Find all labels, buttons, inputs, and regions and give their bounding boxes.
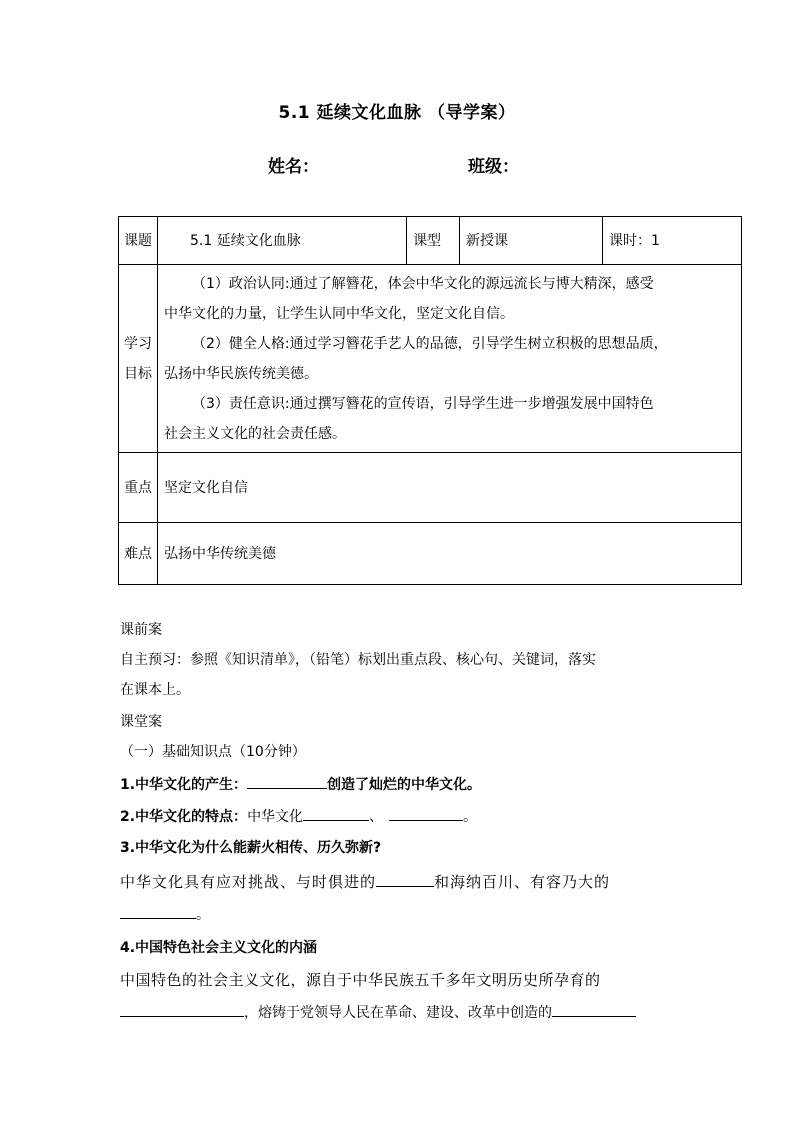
question-4-line-1: 中国特色的社会主义文化，源自于中华民族五千多年文明历史所孕育的 xyxy=(120,971,601,989)
question-2-sep: 、 xyxy=(369,809,384,825)
question-3-label: 3.中华文化为什么能薪火相传、历久弥新? xyxy=(120,840,382,856)
class-label: 班级： xyxy=(468,157,519,177)
goal-text: 通过了解簪花，体会中华文化的源远流长与博大精深，感受 xyxy=(289,275,654,292)
goals-content xyxy=(158,265,742,453)
type-label: 课型 xyxy=(407,217,460,265)
question-4-text: ，熔铸于党领导人民在革命、建设、改革中创造的 xyxy=(244,1005,552,1021)
key-point-value: 坚定文化自信 xyxy=(158,453,742,523)
question-3-line-1 xyxy=(120,872,720,892)
goals-label xyxy=(119,265,158,453)
question-2-text: 中华文化 xyxy=(247,809,304,825)
answer-blank[interactable] xyxy=(303,806,369,821)
table-row xyxy=(119,217,742,265)
period-value: 课时：1 xyxy=(603,217,742,265)
question-4-line-2 xyxy=(120,1002,720,1023)
table-row xyxy=(119,453,742,523)
answer-blank[interactable] xyxy=(389,806,463,821)
topic-value: 5.1 延续文化血脉 xyxy=(158,217,407,265)
answer-blank[interactable] xyxy=(376,872,434,887)
type-value: 新授课 xyxy=(460,217,603,265)
goal-3-line-2: 社会主义文化的社会责任感。 xyxy=(164,425,346,442)
goal-1-line-1 xyxy=(164,269,735,299)
answer-blank[interactable] xyxy=(120,904,196,919)
goal-2-line-1 xyxy=(164,329,735,359)
question-2-label: 2.中华文化的特点： xyxy=(120,809,248,825)
goals-label-line: 目标 xyxy=(124,365,152,382)
in-class-heading: 课堂案 xyxy=(120,714,162,730)
page-title: 5.1 延续文化血脉 （导学案） xyxy=(278,103,516,123)
answer-blank[interactable] xyxy=(247,774,327,789)
question-1-tail: 创造了灿烂的中华文化。 xyxy=(327,777,482,793)
goal-1-line-2: 中华文化的力量，让学生认同中华文化，坚定文化自信。 xyxy=(164,305,514,322)
difficult-point-value: 弘扬中华传统美德 xyxy=(158,523,742,585)
goal-head: （1）政治认同: xyxy=(192,275,290,292)
question-2 xyxy=(120,806,720,827)
goal-3-line-1 xyxy=(164,389,735,419)
table-row xyxy=(119,265,742,453)
topic-label: 课题 xyxy=(119,217,158,265)
question-3-text: 中华文化具有应对挑战、与时俱进的 xyxy=(120,873,377,891)
pre-class-line-1: 自主预习：参照《知识清单》，（铅笔）标划出重点段、核心句、关键词，落实 xyxy=(120,652,596,668)
pre-class-heading: 课前案 xyxy=(120,622,162,638)
goal-head: （3）责任意识: xyxy=(192,395,290,412)
pre-class-line-2: 在课本上。 xyxy=(120,682,190,698)
section-1-heading: （一）基础知识点（10分钟） xyxy=(120,744,306,760)
goal-text: 通过撰写簪花的宣传语，引导学生进一步增强发展中国特色 xyxy=(289,395,654,412)
goal-head: （2）健全人格: xyxy=(192,335,290,352)
key-point-label: 重点 xyxy=(119,453,158,523)
difficult-point-label: 难点 xyxy=(119,523,158,585)
lesson-info-table xyxy=(118,216,742,585)
question-1 xyxy=(120,774,720,795)
goal-text: 通过学习簪花手艺人的品德，引导学生树立积极的思想品质， xyxy=(289,335,668,352)
answer-blank[interactable] xyxy=(552,1002,636,1017)
question-3-text: 和海纳百川、有容乃大的 xyxy=(434,873,611,891)
answer-blank[interactable] xyxy=(120,1002,244,1017)
question-3-line-2 xyxy=(120,904,720,925)
goal-2-line-2: 弘扬中华民族传统美德。 xyxy=(164,365,318,382)
question-2-end: 。 xyxy=(463,809,478,825)
name-label: 姓名： xyxy=(268,157,319,177)
question-1-label: 1.中华文化的产生： xyxy=(120,777,248,793)
question-3-end: 。 xyxy=(196,907,210,923)
question-4-label: 4.中国特色社会主义文化的内涵 xyxy=(120,940,318,956)
goals-label-line: 学习 xyxy=(124,335,152,352)
table-row xyxy=(119,523,742,585)
